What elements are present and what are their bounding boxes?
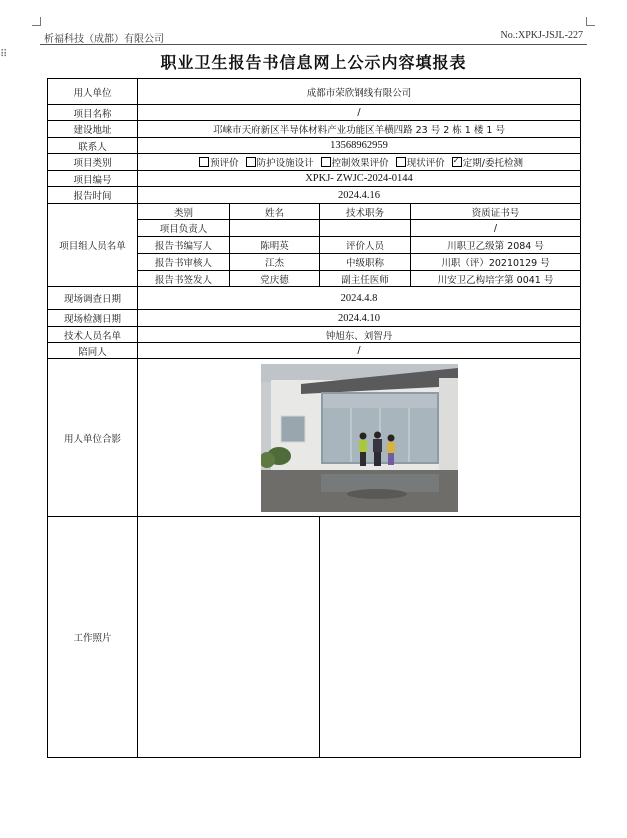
members-col-header: 技术职务: [320, 204, 411, 220]
members-col-header: 姓名: [230, 204, 320, 220]
value-employer[interactable]: 成都市荣欣钢线有限公司: [138, 79, 581, 105]
checkbox-label: 控制效果评价: [331, 158, 389, 169]
label-survey-date: 现场调查日期: [48, 287, 138, 310]
work-photo-slot-right[interactable]: [320, 517, 581, 758]
value-survey-date[interactable]: 2024.4.8: [138, 287, 581, 310]
row-work-photo: [48, 517, 581, 758]
label-project-no: 项目编号: [48, 171, 138, 187]
row-survey-date: [48, 287, 581, 310]
member-cert[interactable]: 川职卫乙级第 2084 号: [411, 237, 581, 254]
value-tech-staff[interactable]: 钟旭东、刘智丹: [138, 327, 581, 343]
member-title[interactable]: 评价人员: [320, 237, 411, 254]
checkbox-periodic-testing[interactable]: [452, 157, 462, 167]
label-address: 建设地址: [48, 121, 138, 138]
member-cert[interactable]: /: [411, 220, 581, 237]
label-category: 项目类别: [48, 154, 138, 171]
members-header-row: [48, 204, 581, 220]
checkbox-label: 预评价: [210, 158, 239, 169]
member-cert[interactable]: 川职（评）20210129 号: [411, 254, 581, 271]
label-members: 项目组人员名单: [48, 204, 138, 287]
members-col-header: 类别: [138, 204, 230, 220]
row-test-date: [48, 310, 581, 327]
member-name[interactable]: 陈明英: [230, 237, 320, 254]
checkbox-pre-evaluation[interactable]: [199, 157, 209, 167]
member-name[interactable]: [230, 220, 320, 237]
value-test-date[interactable]: 2024.4.10: [138, 310, 581, 327]
value-project-no[interactable]: XPKJ- ZWJC-2024-0144: [138, 171, 581, 187]
row-tech-staff: [48, 327, 581, 343]
disclosure-form-table: [47, 78, 581, 758]
header-rule: [40, 44, 587, 45]
members-col-header: 资质证书号: [411, 204, 581, 220]
value-contact[interactable]: 13568962959: [138, 138, 581, 154]
label-group-photo: 用人单位合影: [48, 359, 138, 517]
member-role: 报告书签发人: [138, 271, 230, 287]
header-company: 析福科技（成都）有限公司: [44, 34, 164, 45]
row-project-no: [48, 171, 581, 187]
table-move-handle-icon[interactable]: ⠿: [0, 49, 7, 60]
member-name[interactable]: 江杰: [230, 254, 320, 271]
checkbox-label: 防护设施设计: [256, 158, 314, 169]
label-test-date: 现场检测日期: [48, 310, 138, 327]
member-cert[interactable]: 川安卫乙构培字第 0041 号: [411, 271, 581, 287]
label-accompany: 陪同人: [48, 343, 138, 359]
row-contact: [48, 138, 581, 154]
work-photo-slot-left[interactable]: [138, 517, 320, 758]
member-role: 报告书审核人: [138, 254, 230, 271]
label-report-time: 报告时间: [48, 187, 138, 204]
value-project-name[interactable]: /: [138, 105, 581, 121]
row-report-time: [48, 187, 581, 204]
checkbox-protection-design[interactable]: [246, 157, 256, 167]
label-project-name: 项目名称: [48, 105, 138, 121]
member-title[interactable]: 副主任医师: [320, 271, 411, 287]
value-report-time[interactable]: 2024.4.16: [138, 187, 581, 204]
header-doc-number: No.:XPKJ-JSJL-227: [500, 30, 583, 41]
label-employer: 用人单位: [48, 79, 138, 105]
member-title[interactable]: 中级职称: [320, 254, 411, 271]
row-project-name: [48, 105, 581, 121]
label-work-photo: 工作照片: [48, 517, 138, 758]
row-group-photo: [48, 359, 581, 517]
member-role: 项目负责人: [138, 220, 230, 237]
value-accompany[interactable]: /: [138, 343, 581, 359]
row-address: [48, 121, 581, 138]
value-category: [138, 154, 581, 171]
value-address[interactable]: 邛崃市天府新区半导体材料产业功能区羊横四路 23 号 2 栋 1 楼 1 号: [138, 121, 581, 138]
member-name[interactable]: 党庆德: [230, 271, 320, 287]
checkbox-control-effect[interactable]: [321, 157, 331, 167]
page-corner-mark: [32, 17, 41, 26]
group-photo-image: [261, 364, 458, 512]
label-tech-staff: 技术人员名单: [48, 327, 138, 343]
checkbox-status-evaluation[interactable]: [396, 157, 406, 167]
page-title: 职业卫生报告书信息网上公示内容填报表: [160, 53, 467, 72]
checkbox-label: 现状评价: [406, 158, 445, 169]
checkbox-label: 定期/委托检测: [462, 158, 523, 169]
member-title[interactable]: [320, 220, 411, 237]
row-accompany: [48, 343, 581, 359]
page-corner-mark: [586, 17, 595, 26]
row-category: [48, 154, 581, 171]
label-contact: 联系人: [48, 138, 138, 154]
row-employer: [48, 79, 581, 105]
member-role: 报告书编写人: [138, 237, 230, 254]
group-photo-cell: [138, 359, 581, 517]
